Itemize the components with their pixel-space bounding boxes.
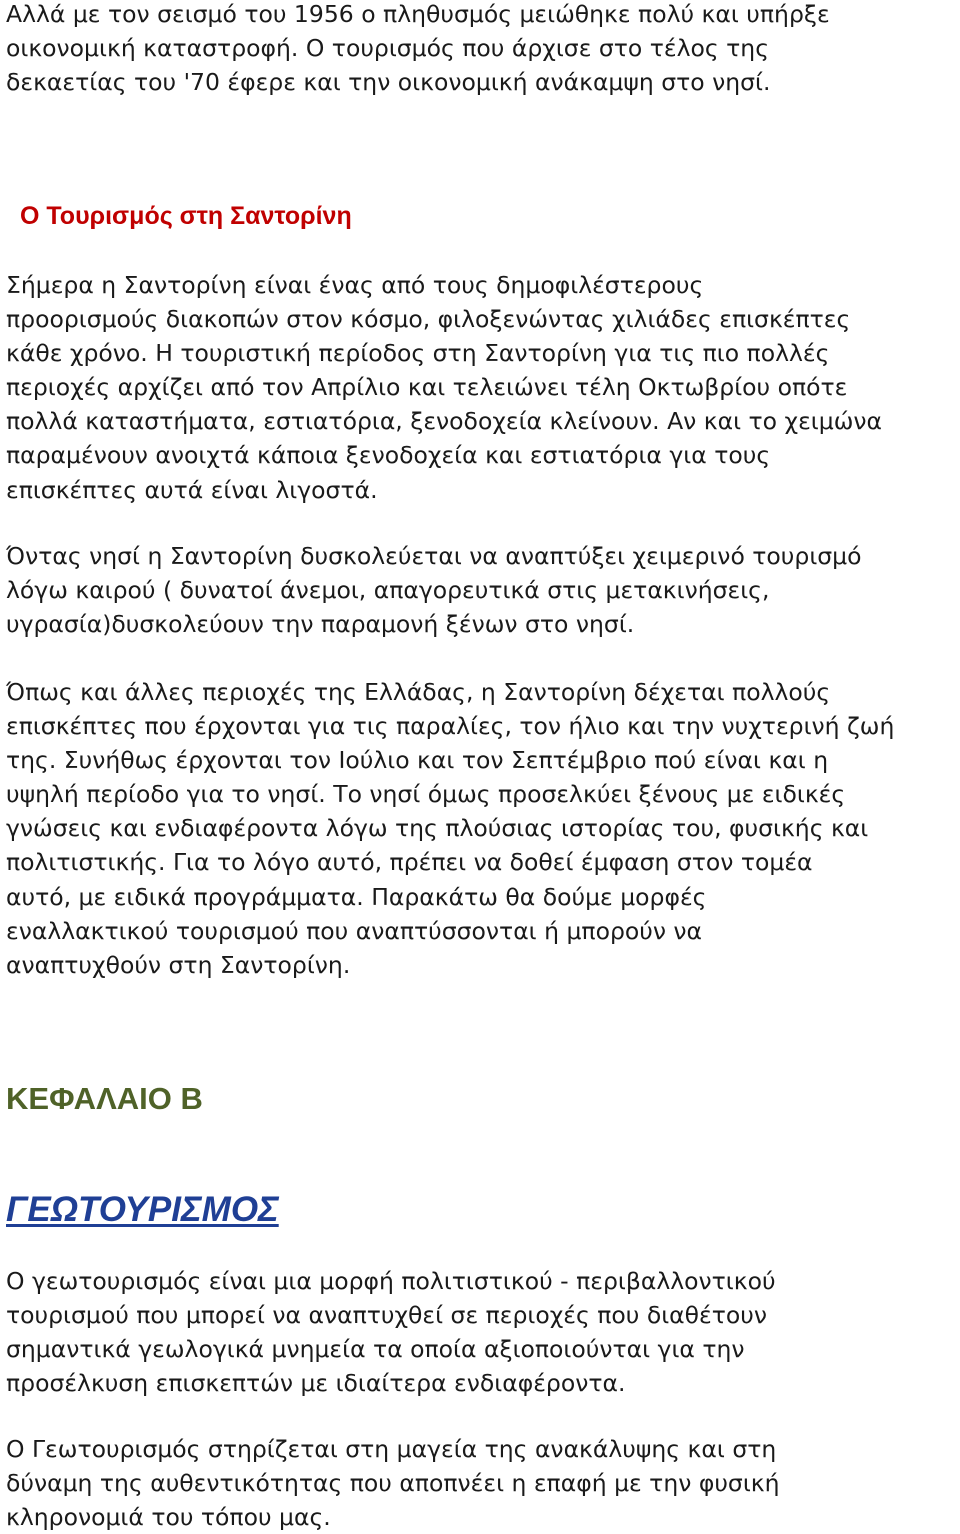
tourism-paragraph-3: Όπως και άλλες περιοχές της Ελλάδας, η Σαντορίνη δέχεται πολλούς επισκέπτες που έρχονται για τις παραλίες, τον ήλιο και την νυχτερινή ζωή της. Συνήθως έρχονται τον Ιούλιο και τον Σεπτέμβριο πού είναι και η υψηλή περίοδο για το νησί. Το νησί όμως προσελκύει ξένους με ειδικές γνώσεις και ενδιαφέροντα λόγω της πλούσιας ιστορίας του, φυσικής και πολιτιστικής. Για το λόγο αυτό, πρέπει να δοθεί έμφαση στον τομέα αυτό, με ειδικά προγράμματα. Παρακάτω θα δούμε μορφές εναλλακτικού τουρισμού που αναπτύσσονται ή μπορούν να αναπτυχθούν στη Σαντορίνη. bbox=[6, 678, 895, 979]
chapter-title: ΓΕΩΤΟΥΡΙΣΜΟΣ bbox=[6, 1190, 279, 1229]
section-title: Ο Τουρισμός στη Σαντορίνη bbox=[20, 202, 352, 230]
chapter-label: ΚΕΦΑΛΑΙΟ Β bbox=[6, 1081, 203, 1116]
geotourism-paragraph-2: Ο Γεωτουρισμός στηρίζεται στη μαγεία της ανακάλυψης και στη δύναμη της αυθεντικότητας που αποπνέει η επαφή με την φυσική κληρονομιά του τόπου μας. bbox=[6, 1435, 780, 1532]
tourism-paragraph-2: Όντας νησί η Σαντορίνη δυσκολεύεται να αναπτύξει χειμερινό τουρισμό λόγω καιρού ( δυνατοί άνεμοι, απαγορευτικά στις μετακινήσεις, υγρασία)δυσκολεύουν την παραμονή ξένων στο νησί. bbox=[6, 542, 862, 639]
tourism-paragraph-1: Σήμερα η Σαντορίνη είναι ένας από τους δημοφιλέστερους προορισμούς διακοπών στον κόσμο, φιλοξενώντας χιλιάδες επισκέπτες κάθε χρόνο. Η τουριστική περίοδος στη Σαντορίνη για τις πιο πολλές περιοχές αρχίζει από τον Απρίλιο και τελειώνει τέλη Οκτωβρίου οπότε πολλά καταστήματα, εστιατόρια, ξενοδοχεία κλείνουν. Αν και το χειμώνα παραμένουν ανοιχτά κάποια ξενοδοχεία και εστιατόρια για τους επισκέπτες αυτά είναι λιγοστά. bbox=[6, 271, 882, 504]
intro-paragraph: Αλλά με τον σεισμό του 1956 ο πληθυσμός μειώθηκε πολύ και υπήρξε οικονομική καταστροφή. Ο τουρισμός που άρχισε στο τέλος της δεκαετίας του '70 έφερε και την οικονομική ανάκαμψη στο νησί. bbox=[6, 0, 830, 97]
geotourism-paragraph-1: Ο γεωτουρισμός είναι μια μορφή πολιτιστικού - περιβαλλοντικού τουρισμού που μπορεί να αναπτυχθεί σε περιοχές που διαθέτουν σημαντικά γεωλογικά μνημεία τα οποία αξιοποιούνται για την προσέλκυση επισκεπτών με ιδιαίτερα ενδιαφέροντα. bbox=[6, 1267, 776, 1398]
